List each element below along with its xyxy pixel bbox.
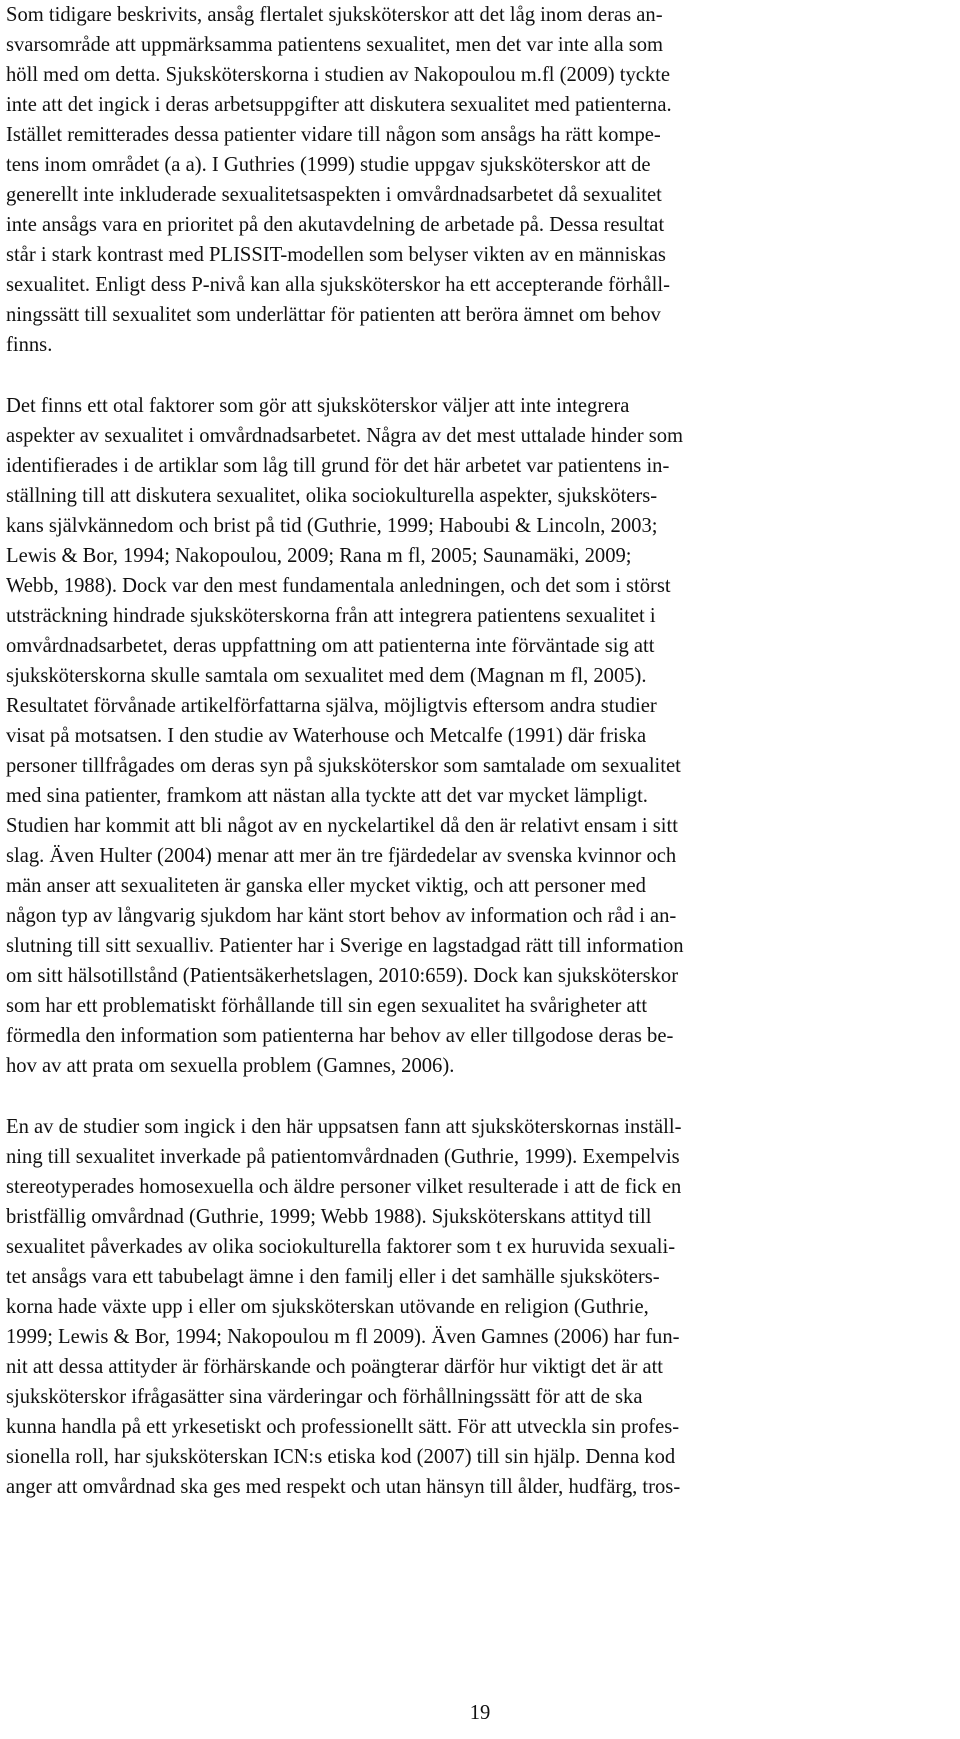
text-line: kans självkännedom och brist på tid (Guthrie, 1999; Haboubi & Lincoln, 2003; [6,515,658,537]
page-number: 19 [469,1702,491,1724]
text-line: identifierades i de artiklar som låg till grund för det här arbetet var patientens in- [6,455,670,477]
text-line: höll med om detta. Sjuksköterskorna i studien av Nakopoulou m.fl (2009) tyckte [6,64,671,86]
text-line: kunna handla på ett yrkesetiskt och professionellt sätt. För att utveckla sin profes- [6,1416,680,1438]
text-line: inte att det ingick i deras arbetsuppgifter att diskutera sexualitet med patienterna. [6,94,672,116]
text-line: utsträckning hindrade sjuksköterskorna från att integrera patientens sexualitet i [6,605,656,627]
text-line: som har ett problematiskt förhållande till sin egen sexualitet ha svårigheter att [6,995,648,1017]
text-line: ställning till att diskutera sexualitet, olika sociokulturella aspekter, sjuksköters- [6,485,658,507]
text-line: sjuksköterskor ifrågasätter sina värderingar och förhållningssätt för att de ska [6,1386,643,1408]
text-line: med sina patienter, framkom att nästan alla tyckte att det var mycket lämpligt. [6,785,648,807]
text-line: visat på motsatsen. I den studie av Waterhouse och Metcalfe (1991) där friska [6,725,647,747]
text-line: omvårdnadsarbetet, deras uppfattning om att patienterna inte förväntade sig att [6,635,655,657]
text-line: slutning till sitt sexualliv. Patienter har i Sverige en lagstadgad rätt till information [6,935,684,957]
text-line: om sitt hälsotillstånd (Patientsäkerhetslagen, 2010:659). Dock kan sjuksköterskor [6,965,679,987]
text-line: stereotyperades homosexuella och äldre personer vilket resulterade i att de fick en [6,1176,682,1198]
text-line: svarsområde att uppmärksamma patientens sexualitet, men det var inte alla som [6,34,664,56]
text-line: Resultatet förvånade artikelförfattarna själva, möjligtvis eftersom andra studier [6,695,657,717]
text-line: personer tillfrågades om deras syn på sjuksköterskor som samtalade om sexualitet [6,755,681,777]
text-line: inte ansågs vara en prioritet på den akutavdelning de arbetade på. Dessa resultat [6,214,665,236]
text-line: sionella roll, har sjuksköterskan ICN:s etiska kod (2007) till sin hjälp. Denna kod [6,1446,676,1468]
text-line: sjuksköterskorna skulle samtala om sexualitet med dem (Magnan m fl, 2005). [6,665,647,687]
text-line: En av de studier som ingick i den här uppsatsen fann att sjuksköterskornas inställ- [6,1116,682,1138]
text-line: Istället remitterades dessa patienter vidare till någon som ansågs ha rätt kompe- [6,124,661,146]
text-line: sexualitet. Enligt dess P-nivå kan alla sjuksköterskor ha ett accepterande förhåll- [6,274,670,296]
text-line: män anser att sexualiteten är ganska eller mycket viktig, och att personer med [6,875,646,897]
text-line: Studien har kommit att bli något av en nyckelartikel då den är relativt ensam i sitt [6,815,678,837]
text-line: Det finns ett otal faktorer som gör att sjuksköterskor väljer att inte integrera [6,395,630,417]
text-line: slag. Även Hulter (2004) menar att mer än tre fjärdedelar av svenska kvinnor och [6,845,677,867]
text-line: nit att dessa attityder är förhärskande och poängterar därför hur viktigt det är att [6,1356,664,1378]
text-line: ningssätt till sexualitet som underlättar för patienten att beröra ämnet om behov [6,304,661,326]
text-line: Lewis & Bor, 1994; Nakopoulou, 2009; Rana m fl, 2005; Saunamäki, 2009; [6,545,632,567]
text-line: hov av att prata om sexuella problem (Gamnes, 2006). [6,1055,455,1077]
text-line: tet ansågs vara ett tabubelagt ämne i den familj eller i det samhälle sjuksköters- [6,1266,660,1288]
text-line: tens inom området (a a). I Guthries (1999) studie uppgav sjuksköterskor att de [6,154,651,176]
text-line: någon typ av långvarig sjukdom har känt stort behov av information och råd i an- [6,905,677,927]
text-line: sexualitet påverkades av olika sociokulturella faktorer som t ex huruvida sexuali- [6,1236,676,1258]
text-line: korna hade växte upp i eller om sjuksköterskan utövande en religion (Guthrie, [6,1296,649,1318]
text-line: Webb, 1988). Dock var den mest fundamentala anledningen, och det som i störst [6,575,671,597]
text-line: Som tidigare beskrivits, ansåg flertalet sjuksköterskor att det låg inom deras an- [6,4,663,26]
text-line: finns. [6,334,53,356]
text-line: generellt inte inkluderade sexualitetsaspekten i omvårdnadsarbetet då sexualitet [6,184,662,206]
text-line: ning till sexualitet inverkade på patientomvårdnaden (Guthrie, 1999). Exempelvis [6,1146,680,1168]
text-line: anger att omvårdnad ska ges med respekt och utan hänsyn till ålder, hudfärg, tros- [6,1476,681,1498]
text-line: 1999; Lewis & Bor, 1994; Nakopoulou m fl 2009). Även Gamnes (2006) har fun- [6,1326,680,1348]
text-line: står i stark kontrast med PLISSIT-modellen som belyser vikten av en människas [6,244,666,266]
text-line: förmedla den information som patienterna har behov av eller tillgodose deras be- [6,1025,674,1047]
text-line: aspekter av sexualitet i omvårdnadsarbetet. Några av det mest uttalade hinder som [6,425,684,447]
text-line: bristfällig omvårdnad (Guthrie, 1999; Webb 1988). Sjuksköterskans attityd till [6,1206,652,1228]
